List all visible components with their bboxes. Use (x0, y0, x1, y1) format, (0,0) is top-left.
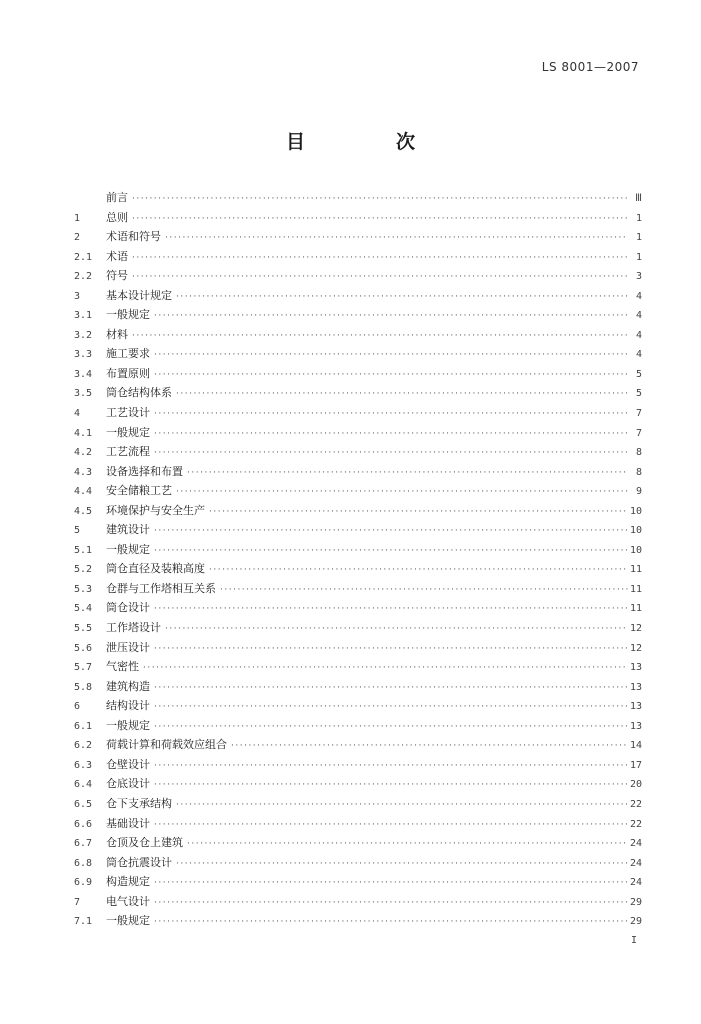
toc-entry (74, 658, 642, 678)
toc-section-number: 5 (74, 525, 81, 537)
toc-leader-dots (154, 683, 628, 693)
toc-section-number: 5.6 (74, 642, 93, 654)
toc-section-title: 前言 (106, 191, 128, 204)
toc-entry (74, 912, 642, 932)
toc-entry (74, 717, 642, 737)
toc-page-number: 10 (629, 505, 642, 517)
toc-page-number: 14 (629, 740, 642, 752)
toc-entry (74, 756, 642, 776)
toc-leader-dots (154, 604, 628, 614)
page-title: 目 次 (285, 131, 451, 153)
toc-leader-dots (154, 702, 628, 712)
toc-entry (74, 228, 642, 248)
toc-leader-dots (154, 350, 628, 360)
toc-section-number: 6.2 (74, 740, 93, 752)
toc-entry (74, 365, 642, 385)
toc-section-number: 7.1 (74, 916, 93, 928)
toc-section-title: 术语和符号 (106, 230, 161, 244)
toc-section-title: 工作塔设计 (106, 621, 161, 635)
toc-leader-dots (154, 644, 628, 654)
toc-entry (74, 384, 642, 404)
toc-leader-dots (176, 800, 628, 810)
toc-entry (74, 599, 642, 619)
toc-leader-dots (165, 233, 628, 243)
toc-page-number: 4 (635, 290, 642, 302)
toc-section-title: 一般规定 (106, 718, 150, 732)
toc-leader-dots (209, 507, 628, 517)
toc-page-number: 13 (629, 662, 642, 674)
toc-page-number: 4 (635, 329, 642, 341)
toc-leader-dots (154, 761, 628, 771)
toc-section-number: 5.4 (74, 603, 93, 615)
toc-section-number: 5.1 (74, 544, 93, 556)
toc-leader-dots (220, 585, 628, 595)
toc-section-number: 5.5 (74, 623, 93, 635)
toc-leader-dots (154, 526, 628, 536)
toc-section-title: 设备选择和布置 (106, 464, 183, 478)
toc-page-number: Ⅲ (635, 193, 642, 204)
toc-section-number: 6.4 (74, 779, 93, 791)
toc-leader-dots (132, 194, 628, 204)
toc-section-number: 6 (74, 701, 81, 713)
toc-entry (74, 775, 642, 795)
toc-section-number: 6.1 (74, 720, 93, 732)
toc-page-number: 24 (629, 838, 642, 850)
toc-page-number: 7 (635, 408, 642, 420)
toc-page-number: 7 (635, 427, 642, 439)
toc-section-number: 3.4 (74, 368, 93, 380)
toc-page-number: 22 (629, 798, 642, 810)
toc-leader-dots (132, 214, 628, 224)
toc-entry (74, 463, 642, 483)
toc-section-title: 气密性 (106, 660, 139, 674)
toc-entry (74, 443, 642, 463)
toc-section-number: 5.3 (74, 583, 93, 595)
toc-entry (74, 854, 642, 874)
toc-leader-dots (154, 722, 628, 732)
toc-section-number: 2 (74, 232, 81, 244)
toc-page-number: 10 (629, 525, 642, 537)
toc-entry (74, 287, 642, 307)
toc-page-number: 1 (635, 212, 642, 224)
toc-section-title: 工艺设计 (106, 406, 150, 420)
toc-section-title: 仓壁设计 (106, 757, 150, 771)
toc-page-number: 13 (629, 681, 642, 693)
toc-page-number: 11 (629, 564, 642, 576)
toc-leader-dots (154, 409, 628, 419)
toc-page-number: 4 (635, 349, 642, 361)
toc-page-number: 8 (635, 466, 642, 478)
table-of-contents (74, 189, 642, 932)
toc-section-title: 一般规定 (106, 914, 150, 928)
toc-section-title: 一般规定 (106, 308, 150, 322)
toc-entry (74, 639, 642, 659)
toc-section-title: 筒仓抗震设计 (106, 855, 172, 869)
toc-leader-dots (187, 839, 628, 849)
toc-section-number: 4.1 (74, 427, 93, 439)
toc-leader-dots (154, 448, 628, 458)
toc-page-number: 24 (629, 857, 642, 869)
toc-page-number: 4 (635, 310, 642, 322)
toc-section-number: 5.8 (74, 681, 93, 693)
toc-leader-dots (209, 565, 628, 575)
toc-page-number: 11 (629, 603, 642, 615)
toc-leader-dots (165, 624, 628, 634)
toc-leader-dots (132, 253, 628, 263)
toc-section-title: 结构设计 (106, 699, 150, 713)
toc-entry (74, 736, 642, 756)
toc-page-number: 11 (629, 583, 642, 595)
toc-section-number: 4.5 (74, 505, 93, 517)
toc-leader-dots (154, 429, 628, 439)
toc-section-number: 2.1 (74, 251, 93, 263)
toc-entry (74, 678, 642, 698)
toc-entry (74, 580, 642, 600)
toc-section-number: 3 (74, 290, 81, 302)
toc-page-number: 12 (629, 623, 642, 635)
toc-section-title: 布置原则 (106, 366, 150, 380)
toc-section-title: 基础设计 (106, 816, 150, 830)
toc-section-number: 4.3 (74, 466, 93, 478)
toc-entry (74, 424, 642, 444)
toc-entry (74, 834, 642, 854)
toc-entry (74, 482, 642, 502)
toc-section-title: 仓顶及仓上建筑 (106, 836, 183, 850)
toc-section-title: 总则 (106, 210, 128, 224)
toc-leader-dots (154, 878, 628, 888)
toc-section-title: 筒仓直径及装粮高度 (106, 562, 205, 576)
toc-leader-dots (176, 487, 628, 497)
toc-page-number: 24 (629, 877, 642, 889)
toc-section-number: 3.3 (74, 349, 93, 361)
toc-leader-dots (154, 311, 628, 321)
toc-entry (74, 267, 642, 287)
toc-section-number: 6.5 (74, 798, 93, 810)
toc-section-number: 2.2 (74, 271, 93, 283)
toc-page-number: 20 (629, 779, 642, 791)
toc-leader-dots (143, 663, 628, 673)
toc-section-title: 安全储粮工艺 (106, 484, 172, 498)
toc-leader-dots (132, 272, 628, 282)
toc-section-number: 3.1 (74, 310, 93, 322)
toc-entry (74, 209, 642, 229)
toc-entry (74, 795, 642, 815)
toc-section-number: 7 (74, 896, 81, 908)
standard-code: LS 8001—2007 (541, 60, 639, 74)
toc-section-title: 泄压设计 (106, 640, 150, 654)
toc-leader-dots (187, 468, 628, 478)
toc-section-number: 6.7 (74, 838, 93, 850)
toc-page-number: 8 (635, 447, 642, 459)
toc-entry (74, 404, 642, 424)
toc-page-number: 29 (629, 896, 642, 908)
toc-section-number: 6.6 (74, 818, 93, 830)
toc-entry (74, 873, 642, 893)
toc-leader-dots (154, 917, 628, 927)
toc-entry (74, 560, 642, 580)
toc-entry (74, 326, 642, 346)
toc-section-title: 一般规定 (106, 425, 150, 439)
toc-section-title: 基本设计规定 (106, 288, 172, 302)
toc-section-title: 筒仓结构体系 (106, 386, 172, 400)
toc-section-title: 电气设计 (106, 894, 150, 908)
toc-section-title: 环境保护与安全生产 (106, 503, 205, 517)
toc-page-number: 10 (629, 544, 642, 556)
toc-section-title: 一般规定 (106, 542, 150, 556)
toc-section-number: 5.7 (74, 662, 93, 674)
toc-section-number: 4.4 (74, 486, 93, 498)
toc-entry (74, 248, 642, 268)
toc-section-title: 仓底设计 (106, 777, 150, 791)
toc-leader-dots (176, 859, 628, 869)
toc-entry (74, 619, 642, 639)
toc-section-number: 3.5 (74, 388, 93, 400)
toc-entry (74, 697, 642, 717)
toc-page-number: 17 (629, 759, 642, 771)
toc-leader-dots (176, 389, 628, 399)
toc-section-title: 荷载计算和荷载效应组合 (106, 738, 227, 752)
toc-section-number: 4.2 (74, 447, 93, 459)
toc-page-number: 13 (629, 720, 642, 732)
toc-leader-dots (154, 780, 628, 790)
toc-page-number: 5 (635, 368, 642, 380)
toc-leader-dots (231, 741, 628, 751)
toc-leader-dots (154, 820, 628, 830)
toc-page-number: 9 (635, 486, 642, 498)
toc-section-title: 建筑设计 (106, 523, 150, 537)
toc-entry (74, 521, 642, 541)
toc-section-title: 施工要求 (106, 347, 150, 361)
toc-section-number: 5.2 (74, 564, 93, 576)
toc-leader-dots (176, 292, 628, 302)
toc-section-number: 1 (74, 212, 81, 224)
toc-section-title: 构造规定 (106, 875, 150, 889)
toc-page-number: 1 (635, 232, 642, 244)
toc-section-title: 材料 (106, 327, 128, 341)
toc-leader-dots (154, 898, 628, 908)
toc-entry (74, 815, 642, 835)
toc-leader-dots (132, 331, 628, 341)
toc-leader-dots (154, 370, 628, 380)
toc-page-number: 1 (635, 251, 642, 263)
toc-page-number: 5 (635, 388, 642, 400)
toc-section-title: 建筑构造 (106, 679, 150, 693)
toc-section-number: 6.9 (74, 877, 93, 889)
page-folio: I (630, 935, 637, 946)
toc-page-number: 22 (629, 818, 642, 830)
toc-page-number: 13 (629, 701, 642, 713)
toc-leader-dots (154, 546, 628, 556)
toc-section-number: 3.2 (74, 329, 93, 341)
toc-entry (74, 306, 642, 326)
toc-entry (74, 345, 642, 365)
toc-entry (74, 541, 642, 561)
toc-section-title: 术语 (106, 249, 128, 263)
toc-entry (74, 502, 642, 522)
toc-section-title: 仓群与工作塔相互关系 (106, 581, 216, 595)
toc-section-title: 符号 (106, 269, 128, 283)
toc-section-number: 6.3 (74, 759, 93, 771)
toc-page-number: 29 (629, 916, 642, 928)
toc-section-number: 6.8 (74, 857, 93, 869)
toc-entry (74, 189, 642, 209)
toc-page-number: 3 (635, 271, 642, 283)
toc-entry (74, 893, 642, 913)
toc-section-title: 仓下支承结构 (106, 796, 172, 810)
toc-section-number: 4 (74, 408, 81, 420)
toc-section-title: 工艺流程 (106, 445, 150, 459)
toc-page-number: 12 (629, 642, 642, 654)
toc-section-title: 筒仓设计 (106, 601, 150, 615)
